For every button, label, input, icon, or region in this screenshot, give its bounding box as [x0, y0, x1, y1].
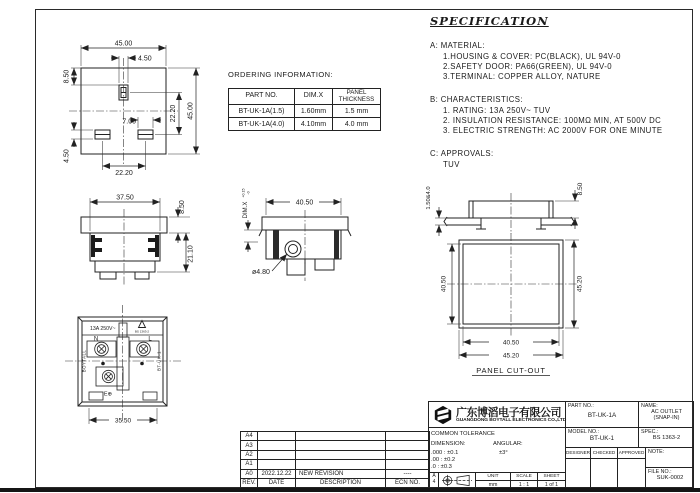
- designer-column: [566, 448, 591, 488]
- specification-section: [430, 14, 692, 170]
- dim-side1-flange: 8.50: [179, 200, 186, 214]
- rev-cell: A4: [241, 432, 258, 441]
- part-no-cell: [566, 402, 639, 428]
- panel-cutout-title: PANEL CUT-OUT: [476, 366, 546, 375]
- spec-item: 3.TERMINAL: COPPER ALLOY, NATURE: [443, 72, 601, 81]
- table-row: [241, 478, 430, 487]
- spec-item: TUV: [443, 160, 460, 169]
- view-panel-cutout: [423, 173, 695, 383]
- projection-symbol-icon: [439, 473, 475, 488]
- part-no-label: PART NO.:: [568, 403, 594, 409]
- tolerance-row-3: .0 : ±0.3: [431, 464, 452, 470]
- rev-footer-ecn: ECN NO.: [386, 478, 430, 487]
- dim-cutout-inner-w: 40.50: [502, 339, 520, 347]
- rev-cell: ----: [386, 469, 430, 478]
- snap-clips: [91, 235, 159, 257]
- dim-cutout-flange: 8.50: [577, 182, 584, 196]
- company-name-en: GUANGDONG BOYTALL ELECTRONICS CO.,LTD: [456, 418, 567, 423]
- rev-cell: [386, 441, 430, 450]
- rear-earth-label: E⊕: [103, 391, 113, 398]
- ordering-cell: 4.0 mm: [333, 118, 381, 131]
- table-row: [229, 118, 381, 131]
- paper-size-value: A4: [431, 473, 437, 485]
- rev-cell: [258, 460, 296, 469]
- spec-value: BS 1363-2: [652, 435, 681, 441]
- ordering-title: ORDERING INFORMATION:: [228, 70, 333, 79]
- sheet-label: SHEET: [538, 473, 565, 481]
- dim-side1-width: 37.50: [116, 194, 134, 202]
- file-no-value: SUK-0002: [656, 475, 684, 481]
- dim-earth-width: 4.50: [138, 55, 152, 63]
- company-logo: [433, 405, 453, 425]
- note-label: NOTE:: [648, 449, 665, 455]
- table-row: [241, 441, 430, 450]
- spec-item: 2. INSULATION RESISTANCE: 100MΩ MIN, AT 500V DC: [443, 116, 662, 125]
- ordering-cell: BT-UK-1A(1.5): [229, 105, 295, 118]
- approved-column: [618, 448, 646, 488]
- table-row: [241, 450, 430, 459]
- company-name-cn: 广东博滔电子有限公司: [456, 407, 561, 419]
- rev-cell: [258, 432, 296, 441]
- table-row: [241, 469, 430, 478]
- spec-section-label: B: CHARACTERISTICS:: [430, 95, 523, 104]
- dim-slot-width: 7.00: [122, 118, 136, 126]
- rev-cell: A0: [241, 469, 258, 478]
- tolerance-row-2: .00 : ±0.2: [431, 457, 456, 463]
- spec-item: 2.SAFETY DOOR: PA66(GREEN), UL 94V-0: [443, 62, 612, 71]
- spec-approvals: [430, 149, 692, 170]
- model-no-label: MODEL NO.:: [568, 429, 600, 435]
- spec-characteristics: [430, 95, 692, 136]
- dim-pin-vertical: 22.20: [170, 104, 177, 123]
- dim-pin-span: 22.20: [115, 170, 133, 177]
- rear-neutral-label: N: [93, 336, 99, 343]
- rear-rating-text: 13A 250V~: [90, 326, 116, 332]
- paper-size-cell: [429, 473, 439, 488]
- rev-footer-rev: REV.: [242, 480, 256, 487]
- ordering-cell: 1.60mm: [295, 105, 333, 118]
- projection-cell: [439, 473, 476, 488]
- part-no-value: BT-UK-1A: [587, 412, 617, 419]
- spec-section-label: C: APPROVALS:: [430, 149, 494, 158]
- rev-cell: A3: [241, 441, 258, 450]
- spec-material: [430, 41, 692, 82]
- dim-hole-diameter: ø4.80: [252, 269, 270, 276]
- view-side-hole: [238, 180, 418, 295]
- rev-cell: 2022.12.22: [258, 469, 296, 478]
- model-no-value: BT-UK-1: [589, 435, 615, 442]
- dim-x-tol-plus: +0.15: [241, 188, 246, 198]
- scale-label: SCALE: [511, 473, 537, 481]
- approval-triangle-icon: [139, 321, 146, 328]
- note-cell: [646, 448, 694, 468]
- dim-rear-width: 35.50: [114, 417, 132, 425]
- rev-cell: [296, 450, 386, 459]
- approved-label: APPROVED: [618, 448, 645, 459]
- checked-column: [591, 448, 618, 488]
- name-label: NAME:: [641, 403, 658, 409]
- sheet-cell: [538, 473, 566, 488]
- rear-model-text: BT-UK-1: [156, 351, 162, 371]
- spec-item: 1. RATING: 13A 250V~ TUV: [443, 106, 551, 115]
- rev-footer-desc: DESCRIPTION: [296, 478, 386, 487]
- dim-top-offset: 8.50: [63, 69, 71, 84]
- dim-cutout-outer-w: 45.20: [502, 352, 520, 360]
- rev-cell: [386, 460, 430, 469]
- rev-cell: [258, 441, 296, 450]
- rear-live-label: L: [148, 336, 152, 343]
- rev-cell: [296, 441, 386, 450]
- rev-footer-date: DATE: [258, 478, 296, 487]
- ordering-header-thickness: PANEL THICKNESS: [333, 89, 381, 105]
- rev-cell: A1: [241, 460, 258, 469]
- dim-top-width: 45.00: [114, 40, 133, 48]
- scale-value: 1 : 1: [518, 482, 530, 488]
- dim-top-height: 45.00: [187, 102, 195, 120]
- dim-cutout-outer-h: 45.20: [576, 275, 584, 293]
- spec-cell: [639, 428, 694, 448]
- table-row: [229, 105, 381, 118]
- view-rear: [53, 293, 198, 433]
- rev-cell: [296, 432, 386, 441]
- name-cell: [639, 402, 694, 428]
- checked-label: CHECKED: [591, 448, 617, 459]
- view-top-face: [38, 18, 223, 188]
- designer-label: DESIGNER: [566, 448, 590, 459]
- sheet-value: 1 of 1: [544, 482, 559, 488]
- angular-value: ±3°: [499, 450, 508, 456]
- name-value-line2: (SNAP-IN): [653, 415, 680, 421]
- revision-table: [240, 431, 430, 488]
- ordering-cell: 4.10mm: [295, 118, 333, 131]
- rev-cell: [386, 432, 430, 441]
- spec-label: SPEC.:: [641, 429, 659, 435]
- table-row: [241, 460, 430, 469]
- rev-cell: [258, 450, 296, 459]
- scale-cell: [511, 473, 538, 488]
- ordering-information: [228, 70, 380, 131]
- dim-side2-width: 40.50: [295, 199, 314, 207]
- ordering-cell: 1.5 mm: [333, 105, 381, 118]
- specification-title: SPECIFICATION: [430, 14, 549, 28]
- dim-slot-height: 4.50: [63, 149, 71, 163]
- rev-cell: [296, 460, 386, 469]
- spec-item: 3. ELECTRIC STRENGTH: AC 2000V FOR ONE MINUTE: [443, 126, 663, 135]
- rev-cell: A2: [241, 450, 258, 459]
- rev-cell: NEW REVISION: [296, 469, 386, 478]
- dim-x-label: DIM.X: [243, 201, 249, 219]
- dimension-label: DIMENSION:: [431, 441, 466, 447]
- ordering-cell: BT-UK-1A(4.0): [229, 118, 295, 131]
- dim-cutout-inner-h: 40.50: [440, 275, 448, 293]
- tolerance-cell: [429, 428, 566, 473]
- file-no-label: FILE NO.:: [648, 469, 672, 475]
- angular-label: ANGULAR:: [493, 441, 523, 447]
- model-no-cell: [566, 428, 639, 448]
- ordering-header-part: PART NO.: [229, 89, 295, 105]
- table-row: [241, 432, 430, 441]
- company-cell: [429, 402, 566, 428]
- dim-panel-thickness: 1.50&4.0: [426, 186, 432, 210]
- tolerance-title: COMMON TOLERANCE: [431, 431, 495, 437]
- file-no-cell: [646, 468, 694, 488]
- tolerance-row-1: .000 : ±0.1: [431, 450, 459, 456]
- unit-value: mm: [488, 482, 498, 488]
- dim-x-tol-minus: -0: [246, 191, 251, 195]
- ordering-header-dimx: DIM.X: [295, 89, 333, 105]
- rear-standard-text: BS 1363-2: [134, 329, 150, 334]
- sheet-bottom-edge: [0, 488, 700, 492]
- name-value-line1: AC OUTLET: [651, 409, 682, 415]
- ordering-table: [228, 88, 381, 131]
- rear-brand-text: BOYTALL: [81, 349, 87, 373]
- title-block: [428, 401, 694, 488]
- unit-cell: [476, 473, 511, 488]
- view-side-snap: [38, 183, 243, 295]
- unit-label: UNIT: [476, 473, 510, 481]
- spec-section-label: A: MATERIAL:: [430, 41, 485, 50]
- dim-side1-depth: 21.10: [187, 245, 195, 263]
- spec-item: 1.HOUSING & COVER: PC(BLACK), UL 94V-0: [443, 52, 621, 61]
- rev-cell: [386, 450, 430, 459]
